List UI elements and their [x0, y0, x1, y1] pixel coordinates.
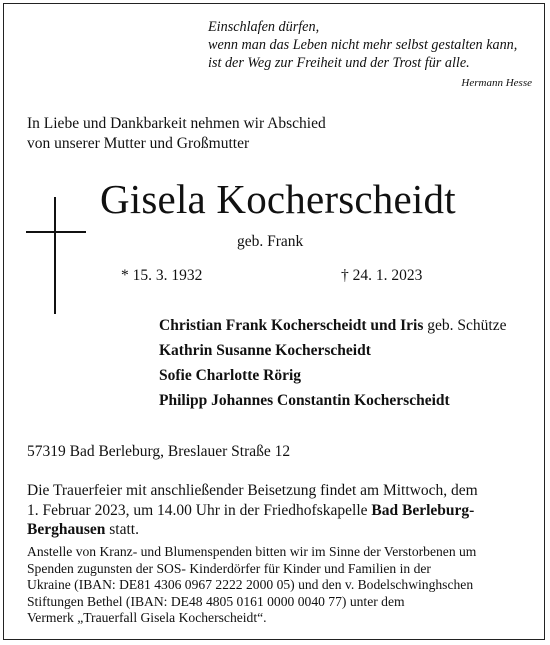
family-member: [159, 388, 529, 413]
donation-line: Stiftungen Bethel (IBAN: DE48 4805 0161 0000 0040 77) unter dem: [27, 593, 405, 609]
family-member-name: Kathrin Susanne Kocherscheidt: [159, 342, 371, 359]
intro-text: [27, 114, 507, 154]
death-date: † 24. 1. 2023: [341, 267, 423, 284]
cross-icon-horizontal: [26, 231, 86, 233]
family-member-name: Christian Frank Kocherscheidt und Iris: [159, 317, 424, 334]
family-member: [159, 363, 529, 388]
family-member-name: Sofie Charlotte Rörig: [159, 367, 302, 384]
family-member-name: Philipp Johannes Constantin Kocherscheidt: [159, 392, 450, 409]
ceremony-info: [27, 481, 527, 540]
family-member-suffix: geb. Schütze: [423, 317, 507, 334]
intro-line: In Liebe und Dankbarkeit nehmen wir Abschied: [27, 115, 326, 132]
ceremony-line: [27, 501, 527, 521]
donation-line: Vermerk „Trauerfall Gisela Kocherscheidt“.: [27, 610, 267, 626]
cross-icon-vertical: [54, 197, 56, 314]
family-member: [159, 338, 529, 363]
family-member: [159, 313, 529, 338]
family-list: [159, 313, 529, 413]
maiden-name: geb. Frank: [237, 233, 304, 250]
quote-line: ist der Weg zur Freiheit und der Trost für alle.: [208, 55, 470, 71]
ceremony-line: Die Trauerfeier mit anschließender Beisetzung findet am Mittwoch, dem: [27, 482, 478, 499]
ceremony-text: 1. Februar 2023, um 14.00 Uhr in der Friedhofskapelle: [27, 501, 372, 519]
quote-line: wenn man das Leben nicht mehr selbst gestalten kann,: [208, 37, 518, 53]
ceremony-location: Bad Berleburg-: [371, 501, 475, 519]
epigraph-quote: [208, 18, 538, 92]
deceased-name: Gisela Kocherscheidt: [100, 176, 456, 222]
donation-line: Anstelle von Kranz- und Blumenspenden bitten wir im Sinne der Verstorbenen um: [27, 544, 477, 559]
donation-line: Ukraine (IBAN: DE81 4306 0967 2222 2000 05) und den v. Bodelschwinghschen: [27, 577, 474, 593]
ceremony-text: statt.: [105, 521, 139, 538]
birth-date: * 15. 3. 1932: [121, 267, 203, 284]
donation-request: [27, 544, 532, 627]
donation-line: Spenden zugunsten der SOS- Kinderdörfer für Kinder und Familien in der: [27, 560, 431, 576]
ceremony-location: Berghausen: [27, 521, 106, 538]
quote-line: Einschlafen dürfen,: [208, 19, 320, 35]
address: 57319 Bad Berleburg, Breslauer Straße 12: [27, 443, 291, 460]
quote-author: Hermann Hesse: [461, 77, 532, 89]
intro-line: von unserer Mutter und Großmutter: [27, 135, 250, 152]
ceremony-line: [27, 520, 527, 540]
